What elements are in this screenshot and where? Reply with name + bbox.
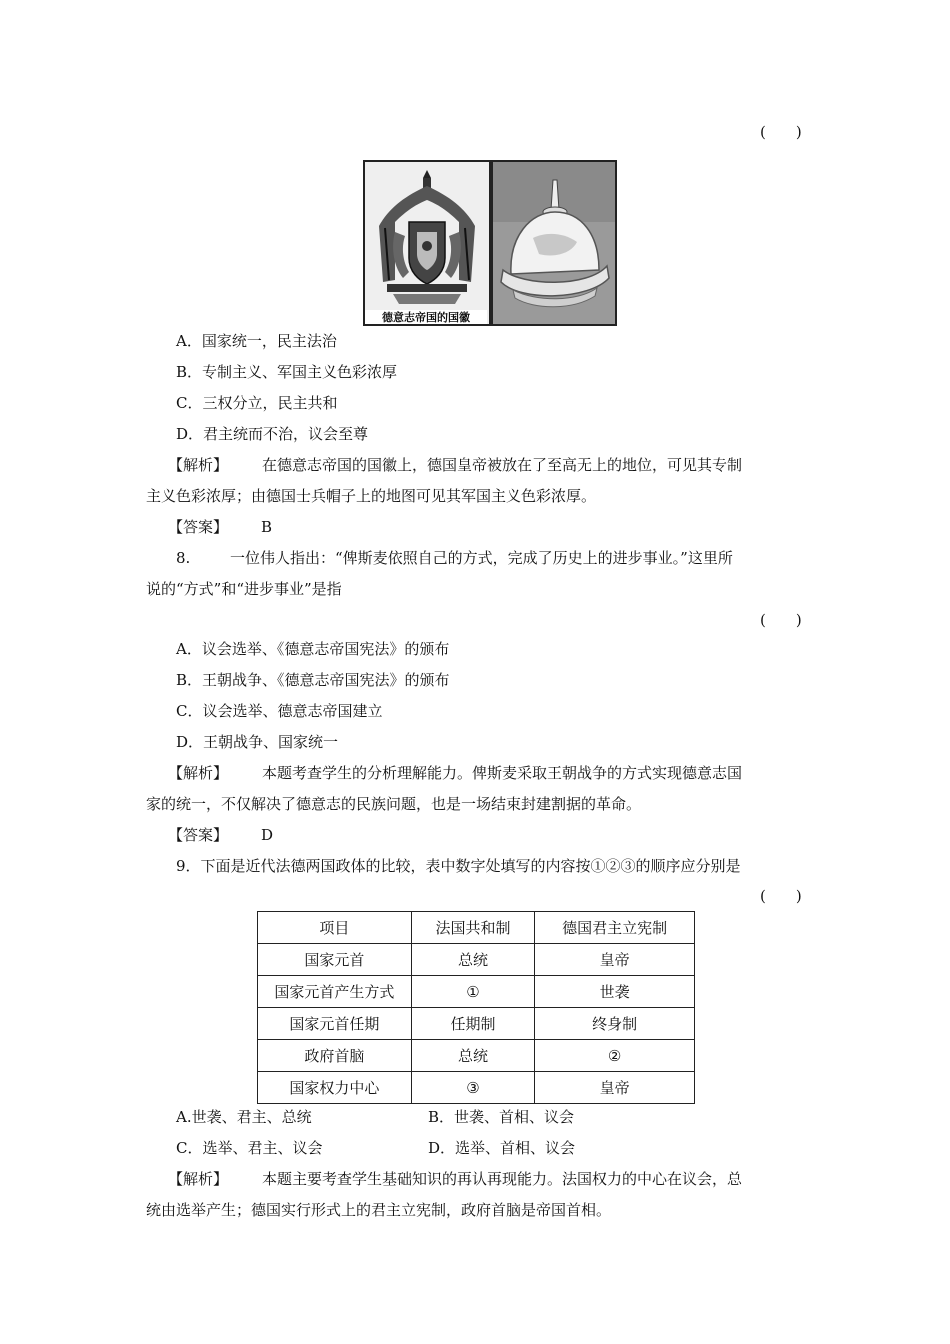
table-cell: ② — [535, 1040, 695, 1072]
q8-option-a: A．议会选举、《德意志帝国宪法》的颁布 — [176, 640, 450, 658]
table-cell: 政府首脑 — [258, 1040, 412, 1072]
q9-option-b: B．世袭、首相、议会 — [428, 1108, 575, 1126]
q8-option-b: B．王朝战争、《德意志帝国宪法》的颁布 — [176, 671, 450, 689]
table-cell: 世袭 — [535, 976, 695, 1008]
q7-option-b: B．专制主义、军国主义色彩浓厚 — [176, 363, 398, 381]
coat-of-arms-image — [363, 160, 491, 326]
q7-option-a: A．国家统一，民主法治 — [176, 332, 337, 350]
q7-answer: B — [261, 518, 273, 536]
q9-answer-paren: ( ) — [760, 887, 802, 905]
q8-answer: D — [261, 826, 274, 844]
q7-option-c: C．三权分立，民主共和 — [176, 394, 338, 412]
q8-stem-line2: 说的“方式”和“进步事业”是指 — [146, 580, 342, 598]
q9-analysis-line2: 统由选举产生；德国实行形式上的君主立宪制，政府首脑是帝国首相。 — [146, 1201, 612, 1219]
table-cell: 终身制 — [535, 1008, 695, 1040]
q9-analysis-line1: 本题主要考查学生基础知识的再认再现能力。法国权力的中心在议会，总 — [262, 1170, 743, 1188]
q8-analysis-line1: 本题考查学生的分析理解能力。俾斯麦采取王朝战争的方式实现德意志国 — [262, 764, 743, 782]
table-cell: ① — [411, 976, 534, 1008]
q7-answer-label: 【答案】 — [168, 518, 229, 536]
q9-stem: 9．下面是近代法德两国政体的比较，表中数字处填写的内容按①②③的顺序应分别是 — [176, 857, 741, 875]
q8-number: 8. — [176, 549, 191, 567]
table-cell: 国家元首产生方式 — [258, 976, 412, 1008]
q7-analysis-line1: 在德意志帝国的国徽上，德国皇帝被放在了至高无上的地位，可见其专制 — [262, 456, 743, 474]
table-header-cell: 法国共和制 — [411, 912, 534, 944]
table-cell: 皇帝 — [535, 944, 695, 976]
q7-analysis-line2: 主义色彩浓厚；由德国士兵帽子上的地图可见其军国主义色彩浓厚。 — [146, 487, 597, 505]
q7-option-d: D．君主统而不治，议会至尊 — [176, 425, 369, 443]
table-header-cell: 德国君主立宪制 — [535, 912, 695, 944]
q8-analysis-label: 【解析】 — [168, 764, 229, 782]
q8-answer-label: 【答案】 — [168, 826, 229, 844]
q8-option-d: D．王朝战争、国家统一 — [176, 733, 339, 751]
coat-of-arms-drawing — [365, 162, 489, 324]
comparison-table — [257, 911, 695, 1104]
q9-option-d: D．选举、首相、议会 — [428, 1139, 576, 1157]
table-row — [258, 1072, 695, 1104]
helmet-drawing — [493, 162, 615, 324]
table-row — [258, 1008, 695, 1040]
table-header-cell: 项目 — [258, 912, 412, 944]
q9-option-c: C．选举、君主、议会 — [176, 1139, 323, 1157]
table-cell: 总统 — [411, 1040, 534, 1072]
q8-analysis-line2: 家的统一，不仅解决了德意志的民族问题，也是一场结束封建割据的革命。 — [146, 795, 642, 813]
table-header-row — [258, 912, 695, 944]
table-cell: 国家元首 — [258, 944, 412, 976]
q8-answer-paren: ( ) — [760, 611, 802, 629]
table-row — [258, 944, 695, 976]
table-cell: 皇帝 — [535, 1072, 695, 1104]
table-cell: ③ — [411, 1072, 534, 1104]
table-cell: 国家权力中心 — [258, 1072, 412, 1104]
table-row — [258, 1040, 695, 1072]
helmet-image — [491, 160, 617, 326]
q9-option-a: A.世袭、君主、总统 — [176, 1108, 312, 1126]
q7-answer-paren: ( ) — [760, 123, 802, 141]
table-cell: 国家元首任期 — [258, 1008, 412, 1040]
table-row — [258, 976, 695, 1008]
table-cell: 任期制 — [411, 1008, 534, 1040]
q9-analysis-label: 【解析】 — [168, 1170, 229, 1188]
table-cell: 总统 — [411, 944, 534, 976]
q8-option-c: C．议会选举、德意志帝国建立 — [176, 702, 383, 720]
q7-analysis-label: 【解析】 — [168, 456, 229, 474]
q8-stem-line1: 一位伟人指出：“俾斯麦依照自己的方式，完成了历史上的进步事业。”这里所 — [230, 549, 733, 567]
coat-of-arms-caption: 德意志帝国的国徽 — [365, 310, 487, 326]
